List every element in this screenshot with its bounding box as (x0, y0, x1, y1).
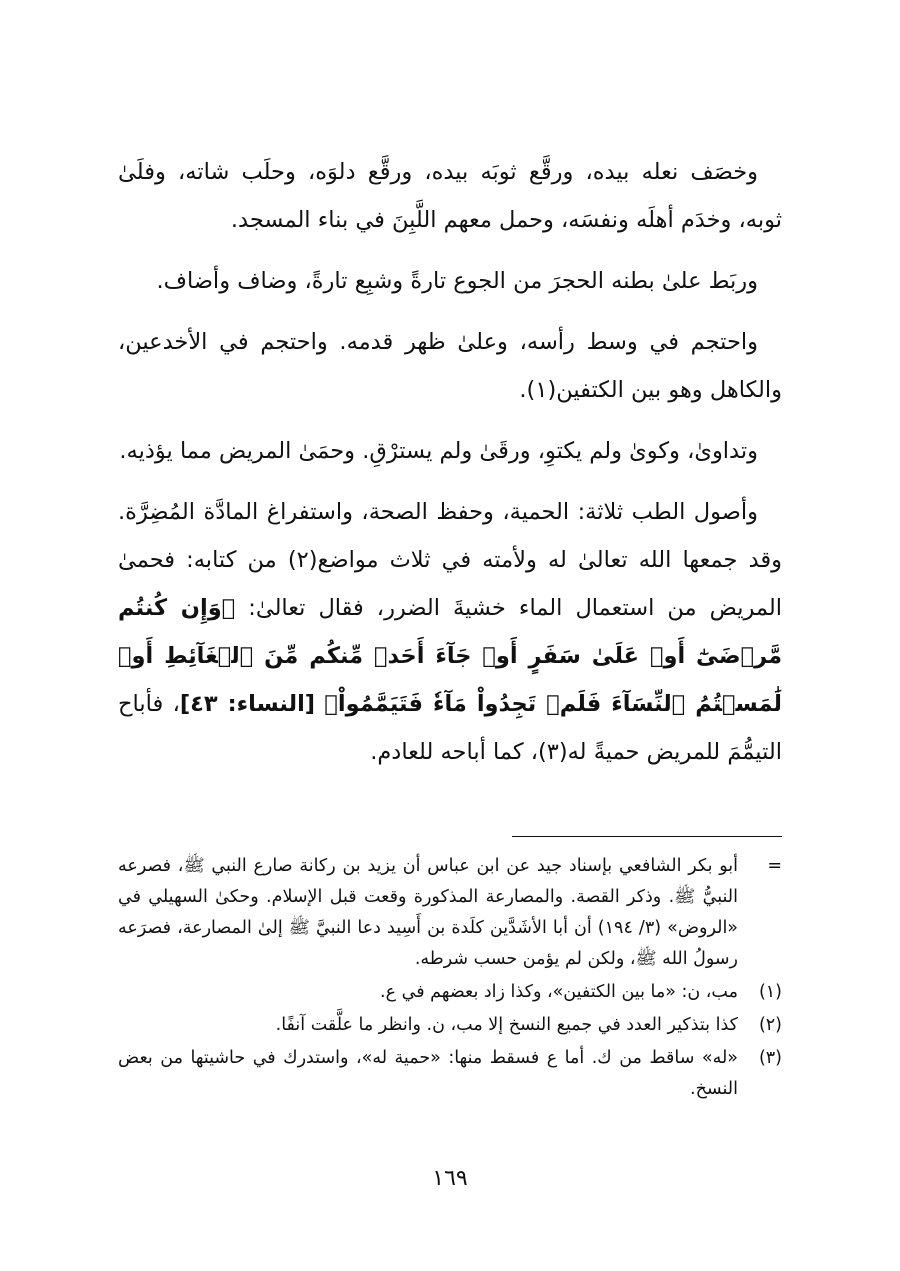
paragraph-cupping: واحتجم في وسط رأسه، وعلىٰ ظهر قدمه. واحتجم في الأخدعين، والكاهل وهو بين الكتفين(١). (118, 329, 782, 403)
footnote-continuation-text: أبو بكر الشافعي بإسناد جيد عن ابن عباس أن يزيد بن ركانة صارع النبي ﷺ، فصرعه النبيُّ ﷺ. وذكر القصة. والمصارعة المذكورة وقعت قبل الإسلام. وحكىٰ السهيلي في «الروض» (٣/ ١٩٤) أن أبا الأشَدَّين كلَدة بن أَسِيد دعا النبيَّ ﷺ إلىٰ المصارعة، فصرَعه رسولُ الله ﷺ، ولكن لم يؤمن حسب شرطه. (118, 856, 739, 969)
page-number: ١٦٩ (432, 1166, 468, 1191)
footnote-text: «له» ساقط من ك. أما ع فسقط منها: «حمية له»، واستدرك في حاشيتها من بعض النسخ. (118, 1048, 738, 1099)
paragraph-medicine-principles (118, 488, 782, 776)
footnote-continuation-marker: = (767, 856, 782, 876)
footnote-number: (١) (758, 982, 782, 1002)
footnote-number: (٣) (758, 1048, 782, 1068)
paragraph-hunger: وربَط علىٰ بطنه الحجرَ من الجوع تارةً وشبِع تارةً، وضاف وأضاف. (156, 268, 758, 294)
paragraph-prophet-deeds: وخصَف نعله بيده، ورقَّع ثوبَه بيده، ورقَّع دلوَه، وحلَب شاته، وفلَىٰ ثوبه، وخدَم أهلَه ونفسَه، وحمل معهم اللَّبِنَ في بناء المسجد. (118, 159, 782, 233)
main-text (118, 148, 782, 776)
footnote-text: مب، ن: «ما بين الكتفين»، وكذا زاد بعضهم في ع. (380, 982, 738, 1002)
quran-verse: ﴿وَإِن كُنتُم مَّرۡضَىٰٓ أَوۡ عَلَىٰ سَفَرٍ أَوۡ جَآءَ أَحَدٞ مِّنكُم مِّنَ ٱلۡغَآئِطِ أَوۡ لَٰمَسۡتُمُ ٱلنِّسَآءَ فَلَمۡ تَجِدُواْ مَآءٗ فَتَيَمَّمُواْ﴾ (118, 595, 782, 717)
book-page (118, 148, 782, 1271)
paragraph-treatment: وتداوىٰ، وكوىٰ ولم يكتوِ، ورقَىٰ ولم يسترْقِ. وحمَىٰ المريض مما يؤذيه. (119, 438, 758, 464)
footnote-divider (512, 836, 782, 837)
footnote-1 (118, 977, 782, 1008)
footnotes-section (118, 836, 782, 1107)
verse-reference: [النساء: ٤٣] (179, 691, 316, 717)
principles-intro: وأصول الطب ثلاثة: الحمية، وحفظ الصحة، واستفراغ المادَّة المُضِرَّة. وقد جمعها الله تعالىٰ له ولأمته في ثلاث مواضع(٢) من كتابه: فحمىٰ المريض من استعمال الماء خشيةَ الضرر، فقال تعالىٰ: (118, 499, 782, 621)
footnote-number: (٢) (758, 1015, 782, 1035)
principles-ending: ، فأباح التيمُّمَ للمريض حميةً له(٣)، كما أباحه للعادم. (118, 691, 782, 765)
footnote-continuation (118, 851, 782, 975)
footnote-2 (118, 1010, 782, 1041)
footnote-3 (118, 1043, 782, 1105)
footnote-text: كذا بتذكير العدد في جميع النسخ إلا مب، ن. وانظر ما علَّقت آنفًا. (275, 1015, 738, 1035)
